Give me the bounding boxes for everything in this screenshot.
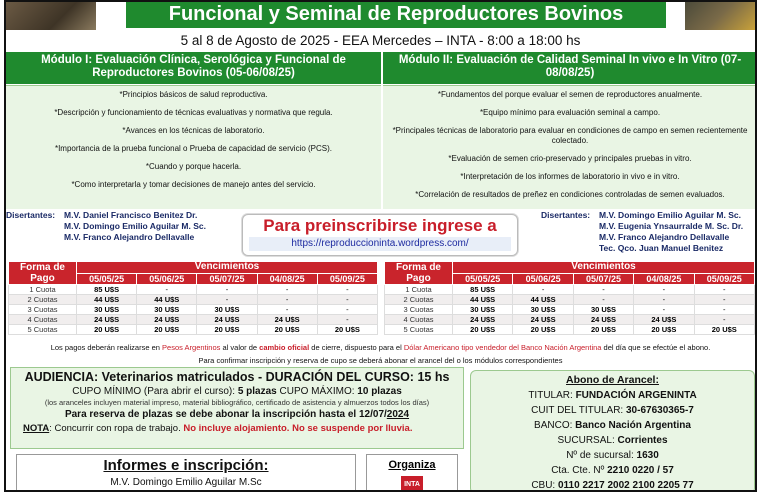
module-item: *Evaluación de semen crio-preservado y principales pruebas in vitro. xyxy=(448,154,692,163)
table-row xyxy=(385,295,755,305)
module-item: *Equipo mínimo para evaluación seminal a campo. xyxy=(479,108,661,117)
table-row xyxy=(385,325,755,335)
due-dates-header: Vencimientos xyxy=(77,262,378,274)
due-date: 05/09/25 xyxy=(694,273,754,285)
note-label: NOTA xyxy=(23,423,50,434)
installments: 4 Cuotas xyxy=(385,315,453,325)
amount: - xyxy=(694,285,754,295)
payment-details-title: Abono de Arancel: xyxy=(566,374,659,386)
due-date: 05/09/25 xyxy=(317,273,377,285)
contact-box xyxy=(16,454,356,492)
audience-line: AUDIENCIA: Veterinarios matriculados - DURACIÓN DEL CURSO: 15 hs xyxy=(24,370,450,384)
table-row xyxy=(385,305,755,315)
module-item: *Interpretación de los informes de laboratorio in vivo e in vitro. xyxy=(460,172,680,181)
speaker-name: M.V. Franco Alejandro Dellavalle xyxy=(64,232,195,242)
amount: - xyxy=(694,295,754,305)
amount: 30 U$S xyxy=(77,305,137,315)
organizer-title: Organiza xyxy=(388,459,436,471)
cbu-number: CBU: 0110 2217 2002 2100 2205 77 xyxy=(531,480,694,491)
amount: 24 U$S xyxy=(137,315,197,325)
branch-number: Nº de sucursal: 1630 xyxy=(566,450,659,461)
table-row xyxy=(9,305,378,315)
module-2-title: Módulo II: Evaluación de Calidad Seminal In vivo e In Vitro (07-08/08/25) xyxy=(383,52,757,84)
module-item: *Fundamentos del porque evaluar el semen de reproductores anualmente. xyxy=(437,90,703,99)
reservation-deadline xyxy=(11,408,463,422)
installments: 2 Cuotas xyxy=(385,295,453,305)
due-date: 05/06/25 xyxy=(137,273,197,285)
amount: 24 U$S xyxy=(513,315,573,325)
amount: 20 U$S xyxy=(197,325,257,335)
speakers-label: Disertantes: xyxy=(541,210,591,220)
module-item: *Como interpretarla y tomar decisiones de manejo antes del servicio. xyxy=(71,180,316,189)
table-row xyxy=(385,285,755,295)
speakers-module-1 xyxy=(6,210,236,243)
amount: - xyxy=(694,315,754,325)
module-item: *Descripción y funcionamiento de técnicas evaluativas y normativa que regula. xyxy=(54,108,333,117)
amount: 24 U$S xyxy=(77,315,137,325)
note-text: cambio oficial xyxy=(259,343,310,352)
capacity-label: CUPO MÍNIMO (Para abrir el curso): xyxy=(72,386,238,397)
speaker-name: M.V. Domingo Emilio Aguilar M. Sc. xyxy=(599,210,741,220)
module-item: *Correlación de resultados de preñez en condiciones controladas de semen evaluados. xyxy=(415,190,725,199)
amount: - xyxy=(634,295,694,305)
amount: 24 U$S xyxy=(197,315,257,325)
amount: 24 U$S xyxy=(573,315,633,325)
amount: 20 U$S xyxy=(694,325,754,335)
amount: 20 U$S xyxy=(453,325,513,335)
note-warning: No incluye alojamiento. No se suspende por lluvia. xyxy=(183,423,413,434)
installments: 4 Cuotas xyxy=(9,315,77,325)
header-photo-left xyxy=(6,2,96,30)
amount: - xyxy=(634,285,694,295)
amount: 20 U$S xyxy=(573,325,633,335)
note-text: de cierre, dispuesto para el xyxy=(309,343,404,352)
amount: - xyxy=(197,285,257,295)
amount: 44 U$S xyxy=(137,295,197,305)
due-date: 04/08/25 xyxy=(634,273,694,285)
installments: 1 Cuota xyxy=(385,285,453,295)
event-dates: 5 al 8 de Agosto de 2025 - EEA Mercedes – INTA - 8:00 a 18:00 hs xyxy=(180,33,581,48)
amount: 30 U$S xyxy=(453,305,513,315)
payment-table-module-2 xyxy=(384,261,755,335)
deadline-text: Para reserva de plazas se debe abonar la inscripción hasta el 12/07/ xyxy=(64,409,387,420)
amount: 30 U$S xyxy=(197,305,257,315)
amount: 20 U$S xyxy=(634,325,694,335)
contact-title: Informes e inscripción: xyxy=(103,457,269,474)
account-holder: TITULAR: FUNDACIÓN ARGENINTA xyxy=(528,390,697,401)
preinscription-title: Para preinscribirse ingrese a xyxy=(263,216,497,235)
table-row xyxy=(9,315,378,325)
amount: 44 U$S xyxy=(453,295,513,305)
table-row xyxy=(9,295,378,305)
amount: - xyxy=(317,285,377,295)
due-date: 04/08/25 xyxy=(257,273,317,285)
note-text: del día que se efectúe el abono. xyxy=(601,343,711,352)
capacity-value: 10 plazas xyxy=(357,386,402,397)
installments: 2 Cuotas xyxy=(9,295,77,305)
amount: 24 U$S xyxy=(257,315,317,325)
due-date: 05/07/25 xyxy=(197,273,257,285)
note-text: Pesos Argentinos xyxy=(162,343,221,352)
amount: 30 U$S xyxy=(137,305,197,315)
capacity-label: CUPO MÁXIMO: xyxy=(276,386,358,397)
speakers-label: Disertantes: xyxy=(6,210,56,220)
installments: 1 Cuota xyxy=(9,285,77,295)
module-1-content xyxy=(6,85,381,209)
amount: 20 U$S xyxy=(257,325,317,335)
module-1-title: Módulo I: Evaluación Clínica, Serológica y Funcional de Reproductores Bovinos (05-06/08/25) xyxy=(6,52,381,84)
due-date: 05/07/25 xyxy=(573,273,633,285)
amount: 20 U$S xyxy=(77,325,137,335)
module-item: *Principales técnicas de laboratorio para evaluar en condiciones de campo en semen recientemente colectado. xyxy=(392,126,748,145)
capacity-value: 5 plazas xyxy=(237,386,277,397)
inta-logo-icon: INTA xyxy=(401,476,423,492)
speaker-name: Tec. Qco. Juan Manuel Benitez xyxy=(599,243,724,253)
payment-note xyxy=(6,343,755,352)
amount: - xyxy=(257,295,317,305)
speaker-name: M.V. Franco Alejandro Dellavalle xyxy=(599,232,730,242)
amount: 20 U$S xyxy=(137,325,197,335)
amount: - xyxy=(317,315,377,325)
amount: 85 U$S xyxy=(77,285,137,295)
amount: - xyxy=(634,305,694,315)
module-item: *Principios básicos de salud reproductiva. xyxy=(119,90,268,99)
deadline-year: 2024 xyxy=(386,409,410,420)
module-item: *Avances en los técnicas de laboratorio. xyxy=(122,126,265,135)
due-date: 05/05/25 xyxy=(453,273,513,285)
amount: - xyxy=(694,305,754,315)
table-row xyxy=(9,285,378,295)
amount: - xyxy=(317,295,377,305)
header-photo-right xyxy=(685,2,755,30)
installments: 3 Cuotas xyxy=(385,305,453,315)
amount: 20 U$S xyxy=(317,325,377,335)
table-row xyxy=(9,325,378,335)
amount: 24 U$S xyxy=(453,315,513,325)
installments: 5 Cuotas xyxy=(9,325,77,335)
amount: 30 U$S xyxy=(513,305,573,315)
due-date: 05/05/25 xyxy=(77,273,137,285)
module-2-content xyxy=(383,85,757,209)
speaker-name: M.V. Domingo Emilio Aguilar M. Sc. xyxy=(64,221,206,231)
note-text: al valor de xyxy=(220,343,260,352)
amount: - xyxy=(197,295,257,305)
amount: - xyxy=(137,285,197,295)
note-text: : Concurrir con ropa de trabajo. xyxy=(49,423,184,434)
flyer xyxy=(4,0,757,492)
installments: 5 Cuotas xyxy=(385,325,453,335)
speaker-name: M.V. Eugenia Ynsaurralde M. Sc. Dr. xyxy=(599,221,744,231)
payment-table-module-1 xyxy=(8,261,378,335)
amount: 44 U$S xyxy=(513,295,573,305)
payment-form-header: Forma de Pago xyxy=(385,262,453,285)
bank-branch: SUCURSAL: Corrientes xyxy=(557,435,668,446)
installments: 3 Cuotas xyxy=(9,305,77,315)
page-title: Funcional y Seminal de Reproductores Bovinos xyxy=(126,2,666,28)
amount: - xyxy=(257,285,317,295)
amount: - xyxy=(317,305,377,315)
amount: - xyxy=(573,295,633,305)
bank-name: BANCO: Banco Nación Argentina xyxy=(534,420,691,431)
amount: - xyxy=(513,285,573,295)
due-date: 05/06/25 xyxy=(513,273,573,285)
payment-details-box xyxy=(470,370,755,492)
amount: 20 U$S xyxy=(513,325,573,335)
fees-include-note: (los aranceles incluyen material impreso, material bibliográfico, certificado de asistencia y almuerzos todos los días) xyxy=(44,398,430,407)
amount: 85 U$S xyxy=(453,285,513,295)
audience-box xyxy=(10,367,464,449)
organizer-box xyxy=(366,454,458,492)
account-number: Cta. Cte. Nº 2210 0220 / 57 xyxy=(551,465,674,476)
amount: 44 U$S xyxy=(77,295,137,305)
amount: - xyxy=(573,285,633,295)
amount: 30 U$S xyxy=(573,305,633,315)
table-row xyxy=(385,315,755,325)
note-text: Los pagos deberán realizarse en xyxy=(50,343,163,352)
speakers-module-2 xyxy=(541,210,751,254)
payment-form-header: Forma de Pago xyxy=(9,262,77,285)
preinscription-box xyxy=(242,214,518,256)
contact-name: M.V. Domingo Emilio Aguilar M.Sc xyxy=(110,477,262,488)
preinscription-link[interactable]: https://reproduccioninta.wordpress.com/ xyxy=(249,237,511,251)
speaker-name: M.V. Daniel Francisco Benitez Dr. xyxy=(64,210,198,220)
module-item: *Importancia de la prueba funcional o Prueba de capacidad de servicio (PCS). xyxy=(54,144,333,153)
amount: - xyxy=(257,305,317,315)
note-text: Dólar Americano tipo vendedor del Banco Nación Argentina xyxy=(403,343,602,352)
module-item: *Cuando y porque hacerla. xyxy=(145,162,242,171)
capacity-line xyxy=(11,385,463,398)
amount: 24 U$S xyxy=(634,315,694,325)
due-dates-header: Vencimientos xyxy=(453,262,755,274)
confirmation-note: Para confirmar inscripción y reserva de cupo se deberá abonar el arancel del o los módulos correspondientes xyxy=(198,356,563,365)
holder-cuit: CUIT DEL TITULAR: 30-67630365-7 xyxy=(531,405,694,416)
attendance-note xyxy=(11,422,463,435)
